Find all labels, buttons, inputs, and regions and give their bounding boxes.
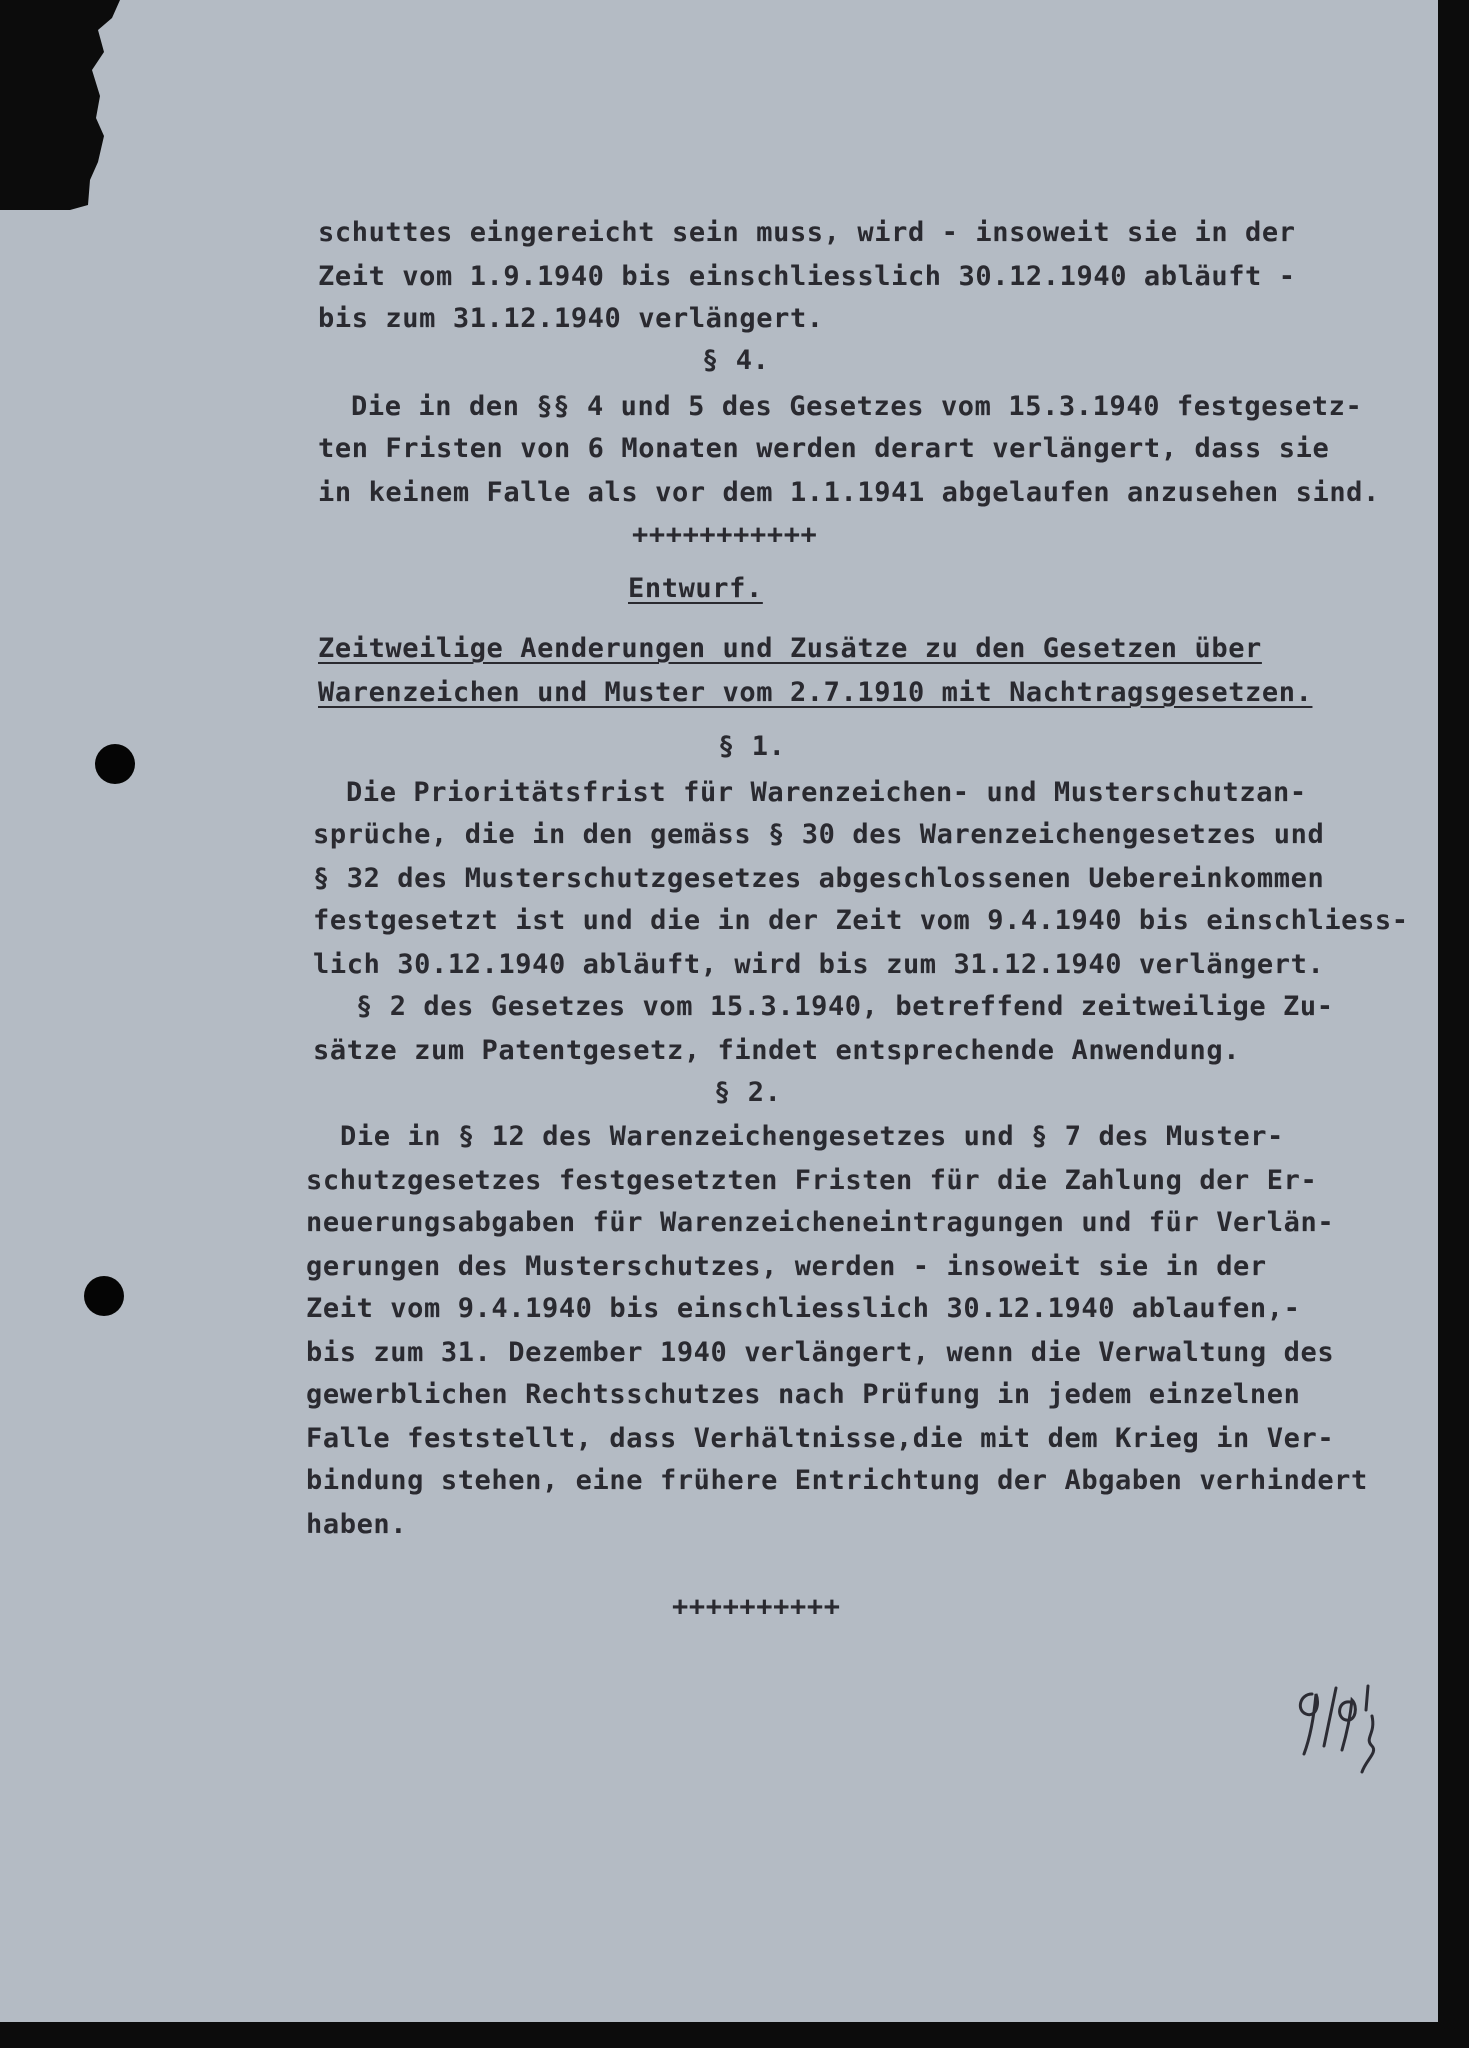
section-4-heading: § 4. <box>702 345 770 376</box>
section-1-line: sprüche, die in den gemäss § 30 des Warenzeichengesetzes und <box>313 819 1325 850</box>
section-1-line: § 32 des Musterschutzgesetzes abgeschlossenen Uebereinkommen <box>313 863 1325 894</box>
section-1-line: § 2 des Gesetzes vom 15.3.1940, betreffend zeitweilige Zu- <box>356 991 1334 1022</box>
handwritten-signature <box>1284 1676 1394 1786</box>
document-title: Zeitweilige Aenderungen und Zusätze zu den Gesetzen über <box>318 633 1262 664</box>
section-4-line: ten Fristen von 6 Monaten werden derart verlängert, dass sie <box>318 433 1330 464</box>
section-2-line: gerungen des Musterschutzes, werden - insoweit sie in der <box>306 1251 1267 1282</box>
continuation-line: schuttes eingereicht sein muss, wird - insoweit sie in der <box>318 217 1296 248</box>
punch-hole-top <box>95 744 135 784</box>
section-2-heading: § 2. <box>714 1077 782 1108</box>
section-4-line: Die in den §§ 4 und 5 des Gesetzes vom 15.3.1940 festgesetz- <box>351 391 1363 422</box>
separator: +++++++++++ <box>632 519 818 550</box>
section-1-line: festgesetzt ist und die in der Zeit vom 9.4.1940 bis einschliess- <box>313 905 1409 936</box>
document-title: Warenzeichen und Muster vom 2.7.1910 mit Nachtragsgesetzen. <box>318 677 1313 708</box>
separator: ++++++++++ <box>672 1591 841 1622</box>
section-2-line: Zeit vom 9.4.1940 bis einschliesslich 30.12.1940 ablaufen,- <box>306 1293 1301 1324</box>
section-4-line: in keinem Falle als vor dem 1.1.1941 abgelaufen anzusehen sind. <box>318 477 1380 508</box>
section-2-line: neuerungsabgaben für Warenzeicheneintragungen und für Verlän- <box>306 1207 1335 1238</box>
section-1-heading: § 1. <box>718 731 786 762</box>
section-1-line: sätze zum Patentgesetz, findet entsprechende Anwendung. <box>313 1035 1241 1066</box>
section-1-line: Die Prioritätsfrist für Warenzeichen- und Musterschutzan- <box>346 777 1307 808</box>
section-1-line: lich 30.12.1940 abläuft, wird bis zum 31.12.1940 verlängert. <box>313 949 1325 980</box>
section-2-line: Falle feststellt, dass Verhältnisse,die mit dem Krieg in Ver- <box>306 1423 1335 1454</box>
torn-corner <box>0 0 130 210</box>
section-2-line: bindung stehen, eine frühere Entrichtung der Abgaben verhindert <box>306 1465 1368 1496</box>
continuation-line: Zeit vom 1.9.1940 bis einschliesslich 30.12.1940 abläuft - <box>318 261 1296 292</box>
section-2-line: bis zum 31. Dezember 1940 verlängert, wenn die Verwaltung des <box>306 1337 1335 1368</box>
punch-hole-bottom <box>84 1276 124 1316</box>
draft-label: Entwurf. <box>628 573 763 604</box>
section-2-line: gewerblichen Rechtsschutzes nach Prüfung in jedem einzelnen <box>306 1379 1301 1410</box>
continuation-line: bis zum 31.12.1940 verlängert. <box>318 303 824 334</box>
section-2-line: schutzgesetzes festgesetzten Fristen für die Zahlung der Er- <box>306 1165 1318 1196</box>
section-2-line: haben. <box>306 1509 408 1540</box>
section-2-line: Die in § 12 des Warenzeichengesetzes und § 7 des Muster- <box>340 1121 1284 1152</box>
